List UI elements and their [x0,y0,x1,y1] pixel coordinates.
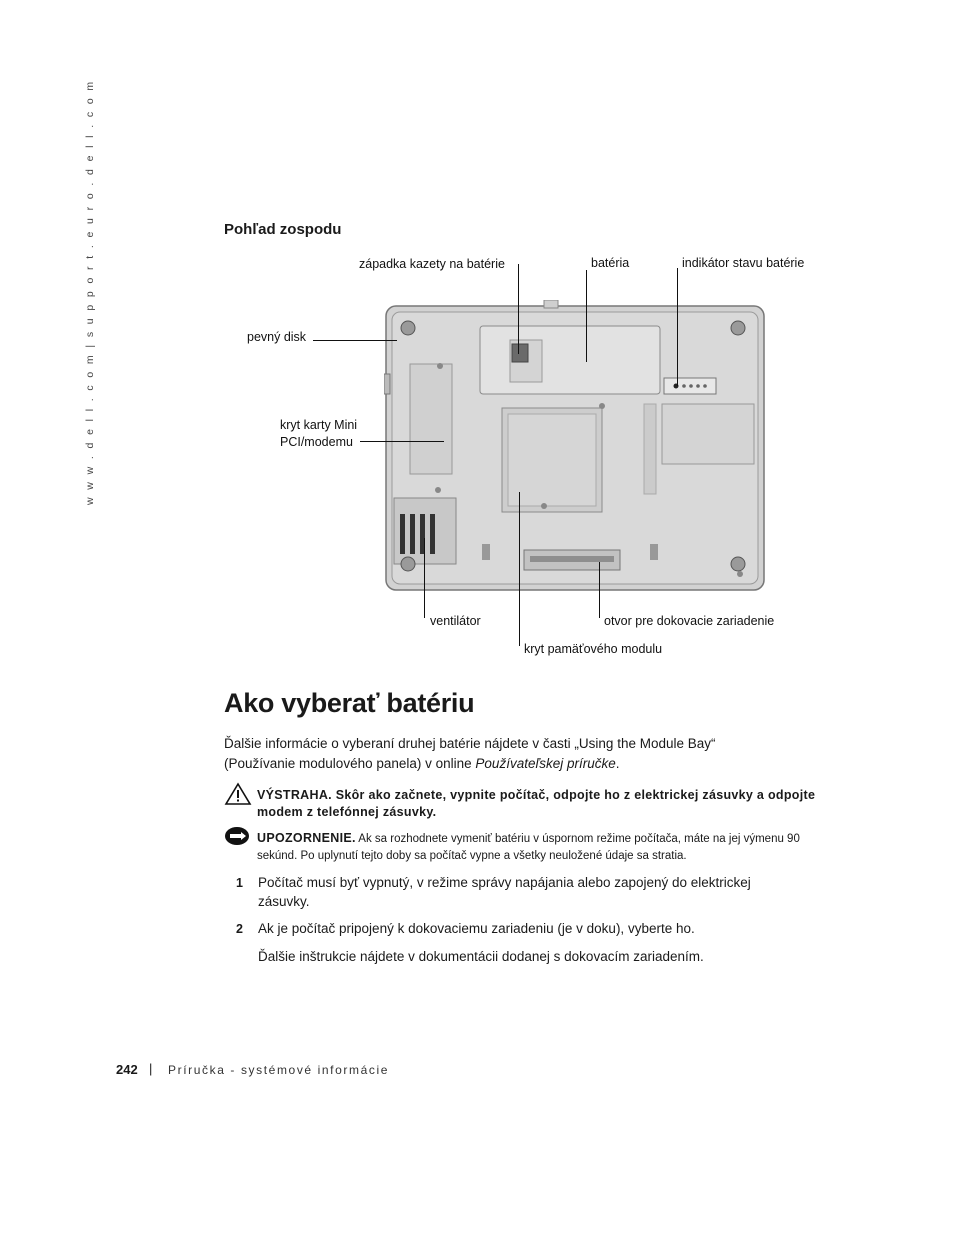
callout-battery: batéria [591,256,630,270]
intro-paragraph [224,734,784,774]
intro-end: . [615,756,620,771]
callout-dock: otvor pre dokovacie zariadenie [604,614,775,628]
page-heading: Ako vyberať batériu [224,688,475,718]
notice-label: UPOZORNENIE. [257,831,356,845]
callout-minipci-line2: PCI/modemu [280,435,353,449]
callout-memory: kryt pamäťového modulu [524,642,663,656]
step-1-number: 1 [236,876,243,890]
warning-triangle-icon [224,782,252,806]
laptop-bottom-illustration [384,300,768,592]
footer-separator: | [149,1061,153,1076]
callout-minipci-line1: kryt karty Mini [280,418,358,432]
callout-indicator: indikátor stavu batérie [682,256,805,270]
callout-line-indicator [677,268,678,386]
step-2-text: Ak je počítač pripojený k dokovaciemu zariadeniu (je v doku), vyberte ho. [258,921,695,936]
notice-body: Ak sa rozhodnete vymeniť batériu v úspornom režime počítača, máte na jej výmenu 90 sekúnd. Po uplynutí tejto doby sa počítač vypne a všetky neuložené údaje sa stratia. [257,833,800,862]
callout-fan: ventilátor [430,614,481,628]
page-number: 242 [116,1062,138,1077]
notice-hand-icon [224,826,250,846]
notice-text [257,830,817,865]
callout-hdd: pevný disk [247,330,307,344]
callout-line-battery [586,270,587,362]
step-2-number: 2 [236,922,243,936]
callout-line-latch [518,264,519,354]
section-subtitle: Pohľad zospodu [224,221,342,238]
step-2-extra: Ďalšie inštrukcie nájdete v dokumentácii dodanej s dokovacím zariadením. [258,949,704,964]
warning-text: VÝSTRAHA. Skôr ako začnete, vypnite počítač, odpojte ho z elektrickej zásuvky a odpojte modem z telefónnej zásuvky. [257,788,816,819]
callout-line-fan [424,538,425,618]
intro-italic: Používateľskej príručke [475,756,616,771]
footer-title: Príručka - systémové informácie [168,1063,389,1077]
callout-line-dock [599,562,600,618]
step-1-text: Počítač musí byť vypnutý, v režime správy napájania alebo zapojený do elektrickej zásuvky. [258,875,751,909]
callout-latch: západka kazety na batérie [359,257,505,271]
callout-line-hdd [313,340,397,341]
callout-line-minipci [360,441,444,442]
callout-line-memory [519,492,520,646]
intro-text: Ďalšie informácie o vyberaní druhej batérie nájdete v časti „Using the Module Bay“ (Používanie modulového panela) v online [224,736,716,771]
sidebar-url: w w w . d e l l . c o m | s u p p o r t . e u r o . d e l l . c o m [84,79,96,505]
